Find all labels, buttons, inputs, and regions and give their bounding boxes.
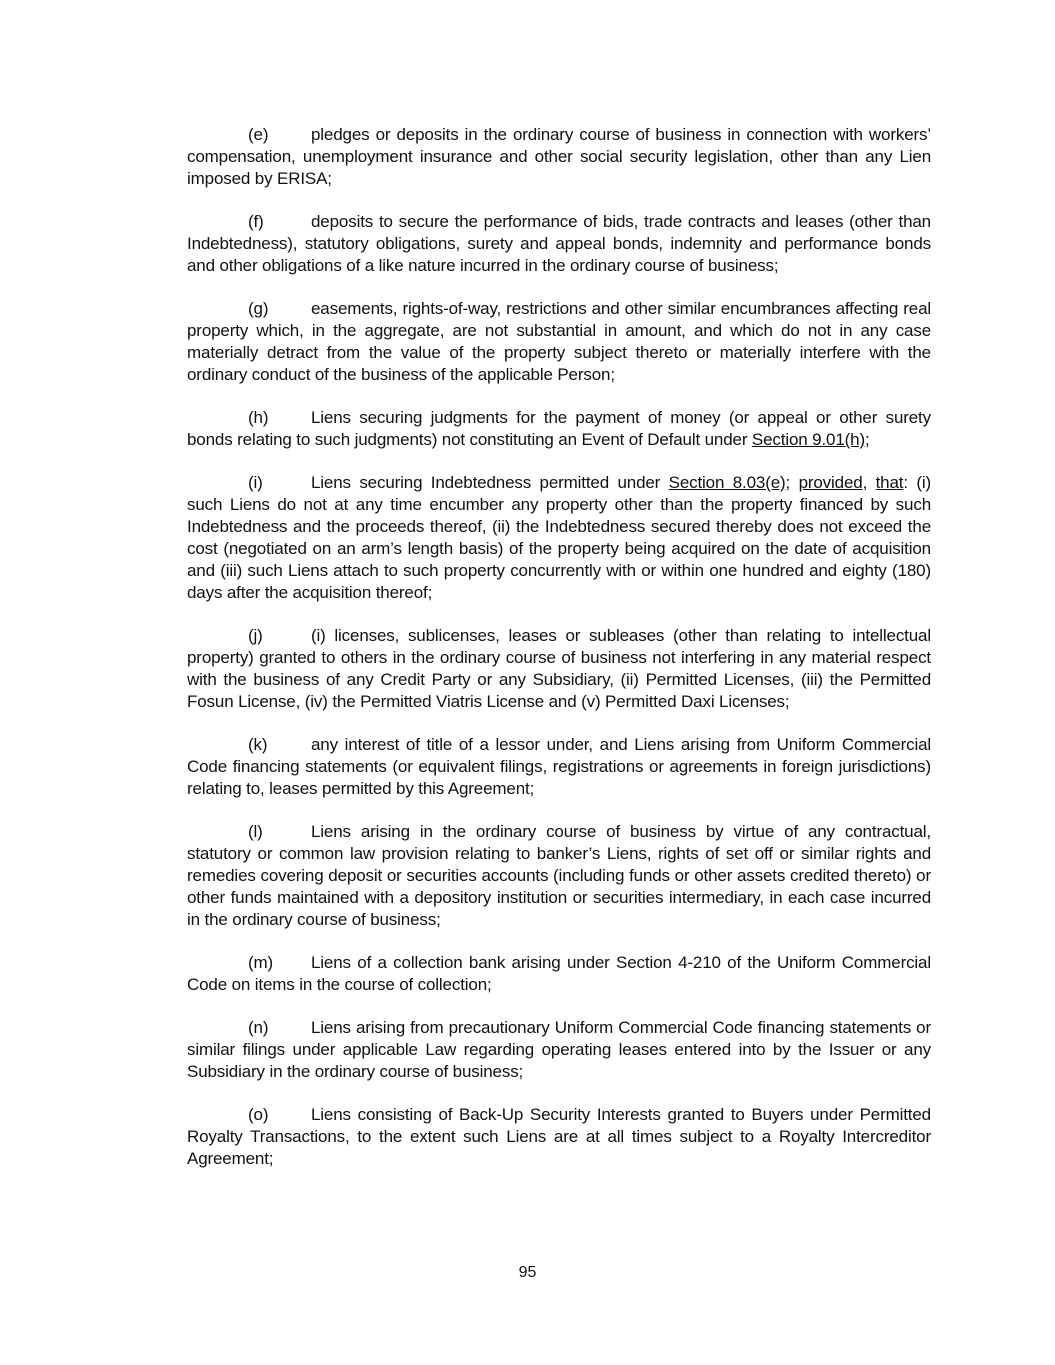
clause-text: deposits to secure the performance of bids, trade contracts and leases (other than Indebtedness), statutory obligations, surety and appeal bonds, indemnity and performance bonds and other obligations of a like nature incurred in the ordinary course of business; — [187, 212, 931, 275]
clause-text: any interest of title of a lessor under, and Liens arising from Uniform Commercial Code financing statements (or equivalent filings, registrations or agreements in foreign jurisdictions) relating to, leases permitted by this Agreement; — [187, 735, 931, 798]
separator: , — [862, 473, 876, 492]
clause-i — [187, 472, 931, 604]
clause-k — [187, 734, 931, 800]
clause-n — [187, 1017, 931, 1083]
clause-e — [187, 124, 931, 190]
section-reference: Section 8.03(e) — [668, 473, 786, 492]
clause-label: (e) — [248, 125, 269, 144]
clause-label: (o) — [248, 1105, 269, 1124]
clause-text: Liens securing judgments for the payment of money (or appeal or other surety bonds relating to such judgments) not constituting an Event of Default under — [187, 408, 931, 449]
clause-label: (j) — [248, 626, 263, 645]
clause-text: Liens consisting of Back-Up Security Interests granted to Buyers under Permitted Royalty Transactions, to the extent such Liens are at all times subject to a Royalty Intercreditor Agreement; — [187, 1105, 931, 1168]
clause-label: (n) — [248, 1018, 269, 1037]
clause-label: (f) — [248, 212, 264, 231]
clause-label: (g) — [248, 299, 269, 318]
separator: ; — [785, 473, 799, 492]
clause-text: Liens of a collection bank arising under Section 4-210 of the Uniform Commercial Code on items in the course of collection; — [187, 953, 931, 994]
that-term: that — [875, 473, 904, 492]
clause-h — [187, 407, 931, 451]
clause-text: easements, rights-of-way, restrictions and other similar encumbrances affecting real property which, in the aggregate, are not substantial in amount, and which do not in any case materially detract from the value of the property subject thereto or materially interfere with the ordinary conduct of the business of the applicable Person; — [187, 299, 931, 384]
clause-f — [187, 211, 931, 277]
clause-text-end: ; — [864, 430, 870, 449]
clause-text-end: : (i) such Liens do not at any time encumber any property other than the property financed by such Indebtedness and the proceeds thereof, (ii) the Indebtedness secured thereby does not exceed the cost (negotiated on an arm’s length basis) of the property being acquired on the date of acquisition and (iii) such Liens attach to such property concurrently with or within one hundred and eighty (180) days after the acquisition thereof; — [187, 473, 932, 602]
clause-text: (i) licenses, sublicenses, leases or subleases (other than relating to intellectual property) granted to others in the ordinary course of business not interfering in any material respect with the business of any Credit Party or any Subsidiary, (ii) Permitted Licenses, (iii) the Permitted Fosun License, (iv) the Permitted Viatris License and (v) Permitted Daxi Licenses; — [187, 626, 931, 711]
clause-label: (l) — [248, 822, 263, 841]
clause-label: (i) — [248, 473, 263, 492]
clause-text: Liens securing Indebtedness permitted under — [311, 473, 669, 492]
clause-j — [187, 625, 931, 713]
clause-g — [187, 298, 931, 386]
clause-label: (h) — [248, 408, 269, 427]
clause-o — [187, 1104, 931, 1170]
provided-term: provided — [798, 473, 863, 492]
clause-text: Liens arising in the ordinary course of business by virtue of any contractual, statutory or common law provision relating to banker’s Liens, rights of set off or similar rights and remedies covering deposit or securities accounts (including funds or other assets credited thereto) or other funds maintained with a depository institution or securities intermediary, in each case incurred in the ordinary course of business; — [187, 822, 931, 929]
clause-label: (k) — [248, 735, 268, 754]
clause-label: (m) — [248, 953, 274, 972]
clause-l — [187, 821, 931, 931]
clause-text: pledges or deposits in the ordinary course of business in connection with workers’ compensation, unemployment insurance and other social security legislation, other than any Lien imposed by ERISA; — [187, 125, 931, 188]
clause-text: Liens arising from precautionary Uniform Commercial Code financing statements or similar filings under applicable Law regarding operating leases entered into by the Issuer or any Subsidiary in the ordinary course of business; — [187, 1018, 931, 1081]
clause-m — [187, 952, 931, 996]
section-reference: Section 9.01(h) — [751, 430, 865, 449]
page-number: 95 — [518, 1264, 537, 1281]
document-body — [187, 124, 931, 1191]
